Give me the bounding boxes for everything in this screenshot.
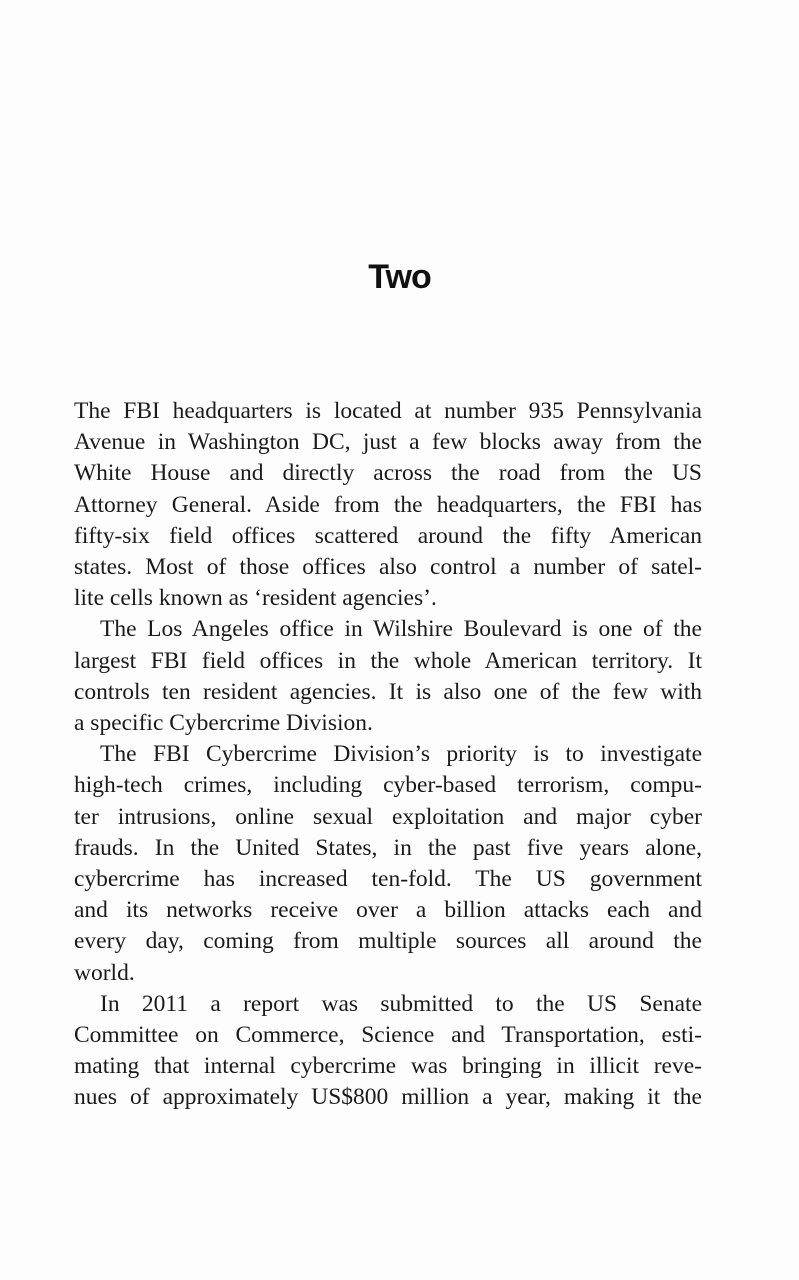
- text-line: lite cells known as ‘resident agencies’.: [74, 585, 437, 612]
- text-line: states. Most of those offices also control a number of satel-: [74, 554, 702, 581]
- body-text: [74, 396, 702, 1114]
- text-line: largest FBI field offices in the whole American territory. It: [74, 647, 702, 674]
- paragraph-1: [74, 396, 702, 614]
- text-line: Avenue in Washington DC, just a few blocks away from the: [74, 429, 702, 456]
- text-line: White House and directly across the road from the US: [74, 460, 702, 487]
- paragraph-4: [74, 989, 702, 1114]
- text-line: The FBI Cybercrime Division’s priority is to investigate: [100, 741, 702, 768]
- text-line: ter intrusions, online sexual exploitation and major cyber: [74, 803, 702, 830]
- text-line: The Los Angeles office in Wilshire Boulevard is one of the: [100, 616, 702, 643]
- text-line: frauds. In the United States, in the past five years alone,: [74, 834, 702, 861]
- text-line: cybercrime has increased ten-fold. The US government: [74, 866, 702, 893]
- text-line: Attorney General. Aside from the headquarters, the FBI has: [74, 491, 702, 518]
- paragraph-3: [74, 739, 702, 989]
- paragraph-2: [74, 614, 702, 739]
- text-line: In 2011 a report was submitted to the US Senate: [100, 990, 702, 1017]
- text-line: world.: [74, 959, 135, 986]
- text-line: mating that internal cybercrime was bringing in illicit reve-: [74, 1053, 702, 1080]
- chapter-title: Two: [368, 258, 431, 296]
- text-line: high-tech crimes, including cyber-based terrorism, compu-: [74, 772, 702, 799]
- text-line: fifty-six field offices scattered around the fifty American: [74, 522, 702, 549]
- text-line: a specific Cybercrime Division.: [74, 710, 373, 737]
- text-line: controls ten resident agencies. It is also one of the few with: [74, 678, 702, 705]
- text-line: nues of approximately US$800 million a year, making it the: [74, 1084, 702, 1111]
- text-line: The FBI headquarters is located at number 935 Pennsylvania: [74, 398, 702, 424]
- text-line: Committee on Commerce, Science and Transportation, esti-: [74, 1022, 702, 1049]
- text-line: and its networks receive over a billion attacks each and: [74, 897, 702, 924]
- text-line: every day, coming from multiple sources all around the: [74, 928, 702, 955]
